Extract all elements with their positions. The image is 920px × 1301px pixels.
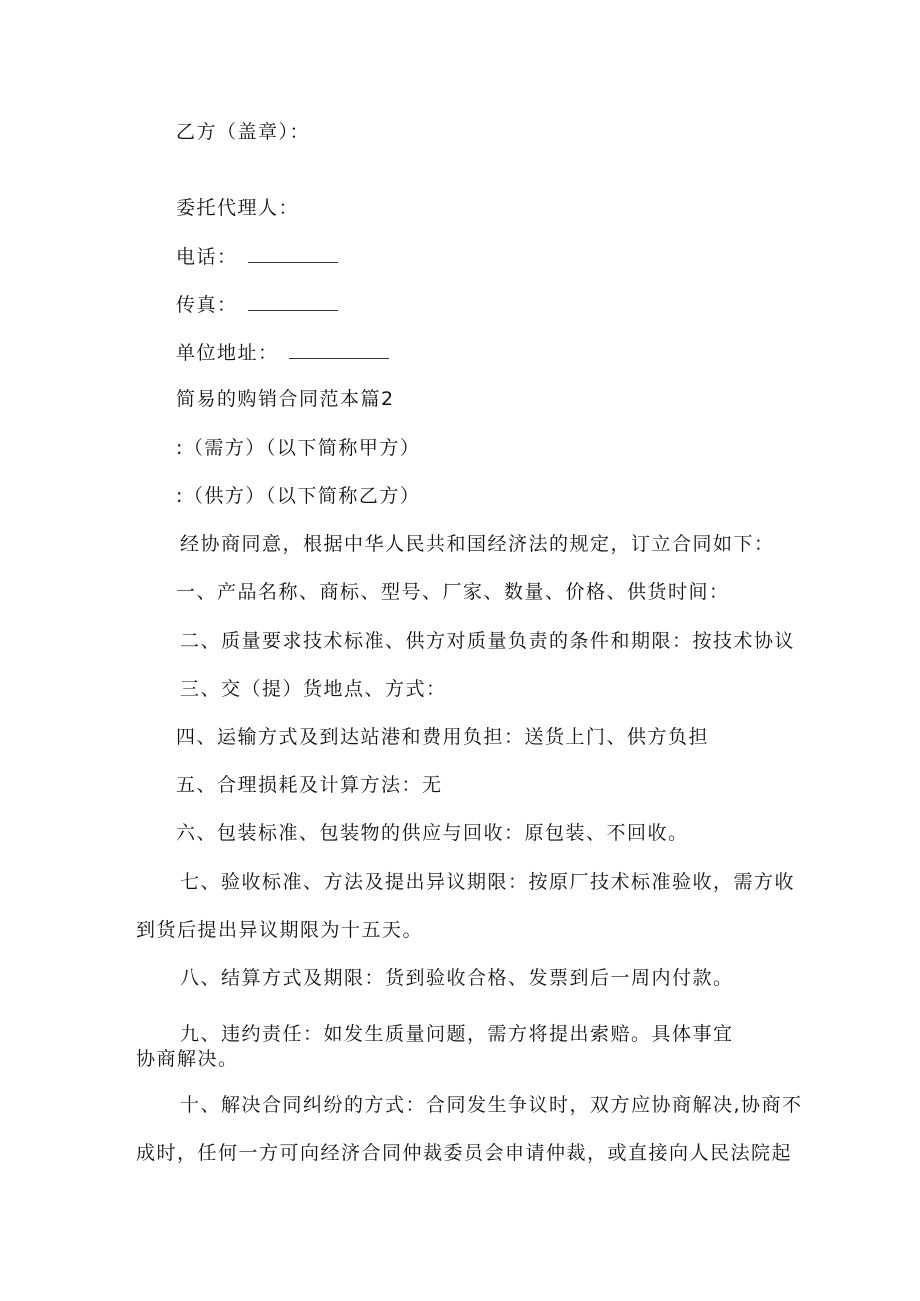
clause-7-line-2: 到货后提出异议期限为十五天。 — [136, 919, 424, 941]
clause-4: 四、运输方式及到达站港和费用负担：送货上门、供方负担 — [176, 726, 710, 748]
contract-title: 简易的购销合同范本篇2 — [176, 388, 395, 410]
seller-line: :（供方）（以下简称乙方） — [176, 485, 421, 507]
clause-9-line-2: 协商解决。 — [136, 1048, 239, 1070]
clause-1: 一、产品名称、商标、型号、厂家、数量、价格、供货时间： — [176, 581, 730, 603]
buyer-line: :（需方）（以下简称甲方） — [176, 437, 421, 459]
address-label: 单位地址： — [176, 342, 279, 364]
clause-6: 六、包装标准、包装物的供应与回收：原包装、不回收。 — [176, 822, 689, 844]
clause-2: 二、质量要求技术标准、供方对质量负责的条件和期限：按技术协议 — [180, 630, 796, 652]
fax-row — [176, 292, 338, 317]
fax-label: 传真： — [176, 294, 238, 316]
clause-10-line-1: 十、解决合同纠纷的方式：合同发生争议时，双方应协商解决,协商不 — [180, 1094, 803, 1116]
clause-3: 三、交（提）货地点、方式： — [180, 678, 447, 700]
phone-label: 电话： — [176, 246, 238, 268]
clause-9-line-1: 九、违约责任：如发生质量问题，需方将提出索赔。具体事宜 — [180, 1023, 734, 1045]
fax-blank — [248, 292, 338, 311]
clause-10-line-2: 成时，任何一方可向经济合同仲裁委员会申请仲裁，或直接向人民法院起 — [136, 1142, 793, 1164]
intro-paragraph: 经协商同意，根据中华人民共和国经济法的规定，订立合同如下： — [180, 533, 775, 555]
address-blank — [289, 340, 389, 359]
party-b-seal-label: 乙方（盖章）： — [176, 121, 311, 143]
phone-blank — [248, 244, 338, 263]
clause-7-line-1: 七、验收标准、方法及提出异议期限：按原厂技术标准验收，需方收 — [180, 871, 796, 893]
clause-5: 五、合理损耗及计算方法：无 — [176, 774, 443, 796]
clause-8: 八、结算方式及期限：货到验收合格、发票到后一周内付款。 — [180, 967, 734, 989]
agent-label: 委托代理人： — [176, 197, 300, 219]
address-row — [176, 340, 389, 365]
phone-row — [176, 244, 338, 269]
